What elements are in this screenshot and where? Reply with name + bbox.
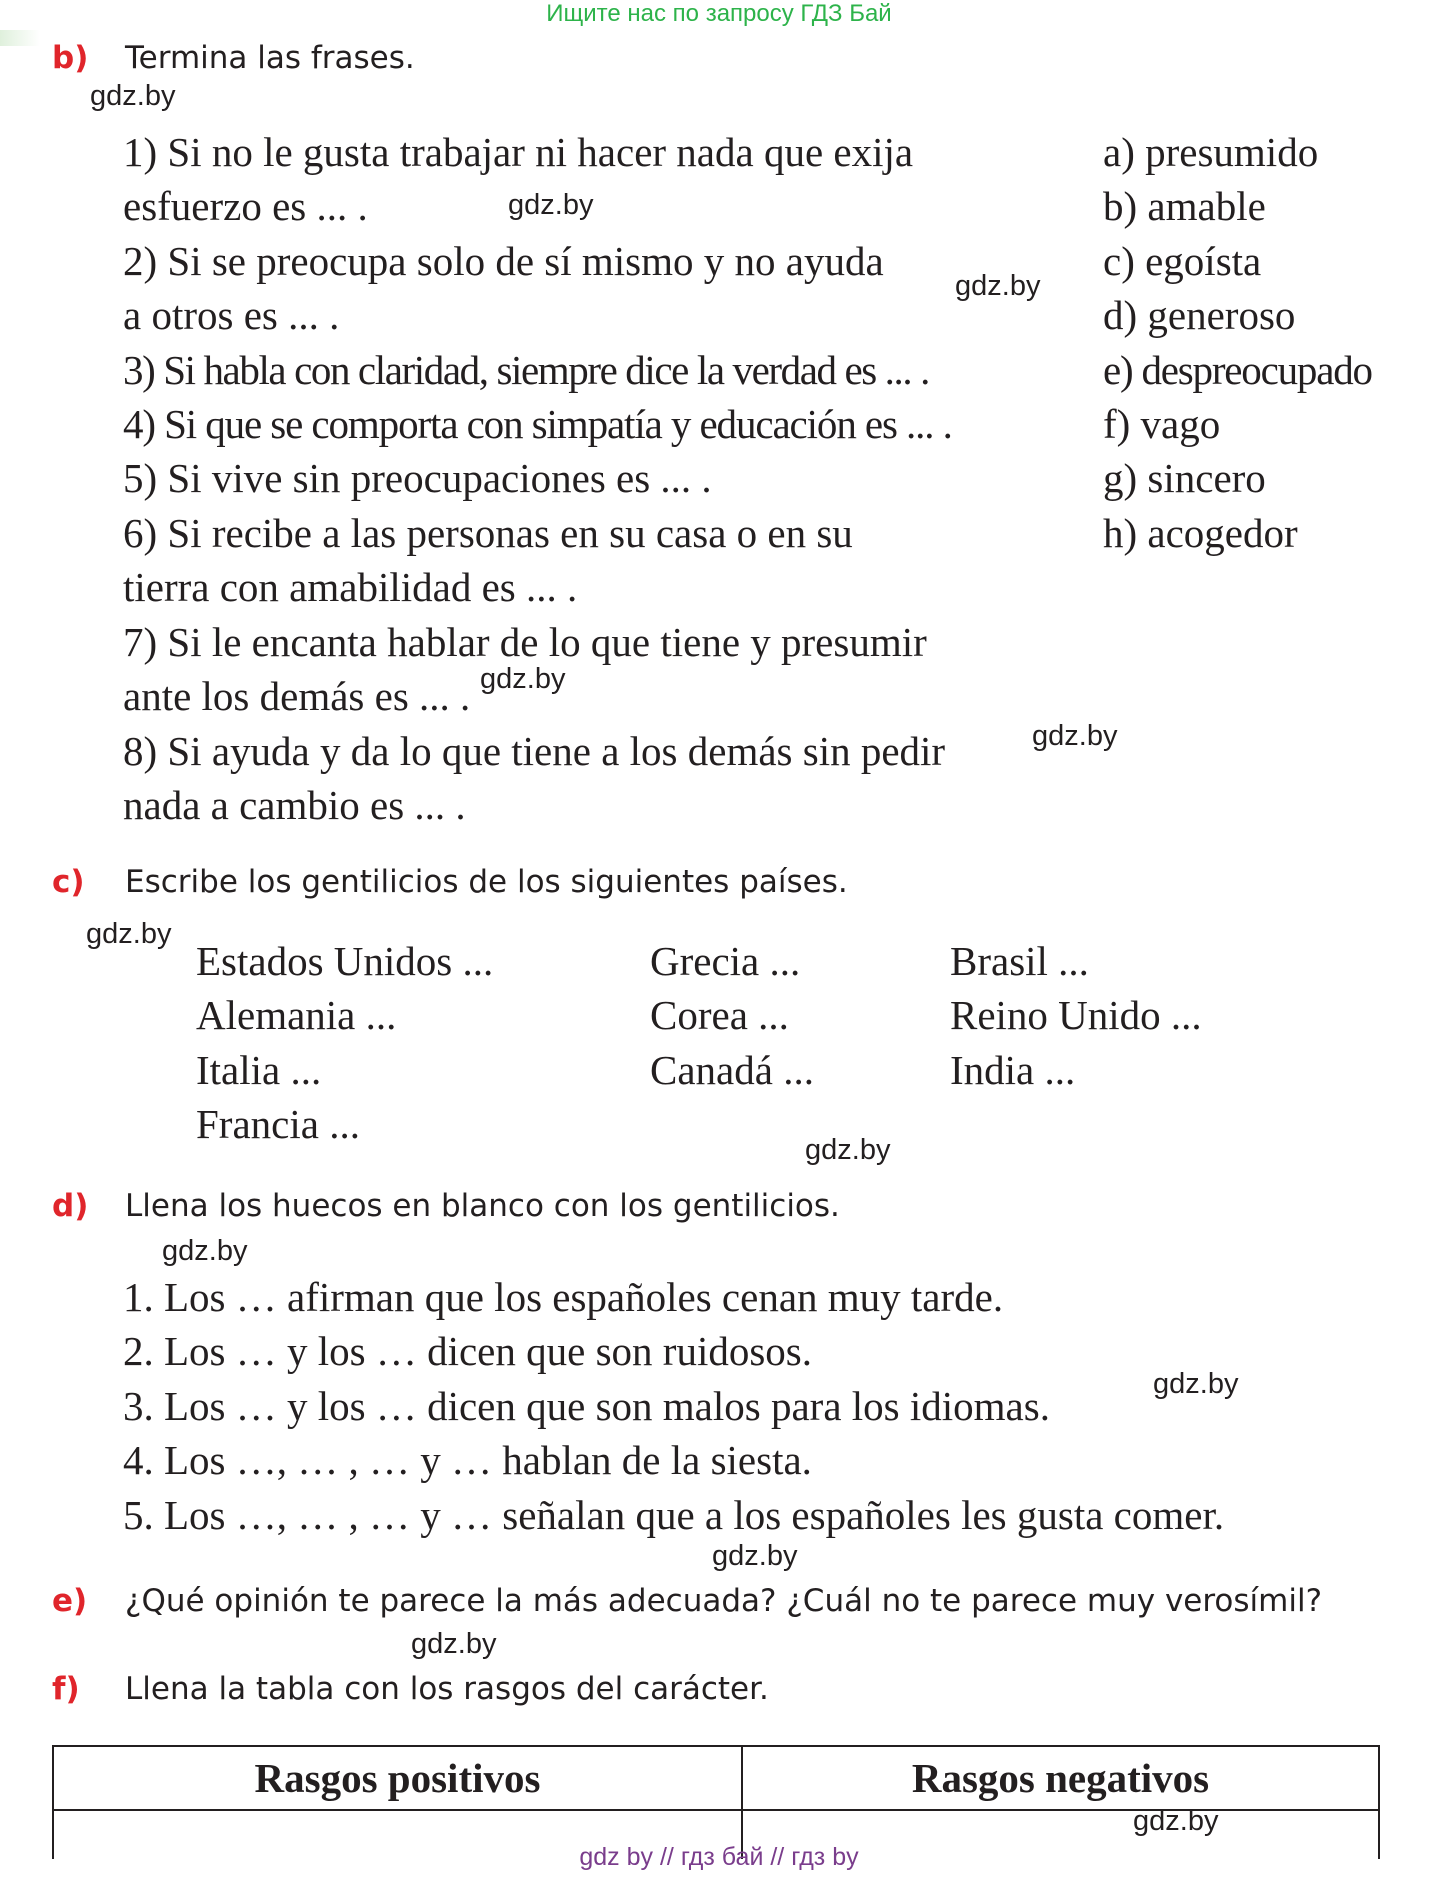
sentence-line: 7) Si le encanta hablar de lo que tiene y presumir: [123, 619, 927, 665]
watermark: gdz.by: [411, 1628, 497, 1660]
country-item: Estados Unidos ...: [196, 938, 494, 984]
watermark: gdz.by: [955, 270, 1041, 302]
watermark: gdz.by: [1153, 1368, 1239, 1400]
fill-in-item: 3. Los … y los … dicen que son malos para los idiomas.: [123, 1383, 1050, 1429]
country-item: Corea ...: [650, 992, 789, 1038]
option-item: h) acogedor: [1103, 510, 1298, 556]
section-f-letter: f): [52, 1671, 80, 1707]
bottom-banner: gdz by // гдз бай // гдз by: [579, 1843, 859, 1871]
section-b-instruction: Termina las frases.: [125, 40, 415, 76]
fill-in-item: 2. Los … y los … dicen que son ruidosos.: [123, 1328, 812, 1374]
sentence-line: a otros es ... .: [123, 292, 340, 338]
watermark: gdz.by: [1032, 720, 1118, 752]
section-f-instruction: Llena la tabla con los rasgos del carácter.: [125, 1671, 769, 1707]
watermark: gdz.by: [86, 918, 172, 950]
watermark: gdz.by: [162, 1235, 248, 1267]
watermark: gdz.by: [480, 663, 566, 695]
sentence-line: 5) Si vive sin preocupaciones es ... .: [123, 455, 712, 501]
country-item: Italia ...: [196, 1047, 322, 1093]
country-item: India ...: [950, 1047, 1076, 1093]
watermark: gdz.by: [508, 189, 594, 221]
sentence-line: 8) Si ayuda y da lo que tiene a los demás sin pedir: [123, 728, 946, 774]
watermark: gdz.by: [1133, 1805, 1219, 1837]
fill-in-item: 1. Los … afirman que los españoles cenan muy tarde.: [123, 1274, 1004, 1320]
sentence-line: nada a cambio es ... .: [123, 782, 466, 828]
option-item: b) amable: [1103, 183, 1266, 229]
sentence-line: esfuerzo es ... .: [123, 183, 368, 229]
sentence-line: 1) Si no le gusta trabajar ni hacer nada que exija: [123, 129, 914, 175]
top-banner: Ищите нас по запросу ГДЗ Бай: [546, 0, 892, 27]
option-item: g) sincero: [1103, 455, 1266, 501]
sentence-line: 3) Si habla con claridad, siempre dice la verdad es ... .: [123, 347, 929, 393]
country-item: Brasil ...: [950, 938, 1089, 984]
sentence-line: tierra con amabilidad es ... .: [123, 564, 578, 610]
section-e-letter: e): [52, 1583, 88, 1619]
header-positive-traits: Rasgos positivos: [53, 1746, 742, 1810]
option-item: f) vago: [1103, 401, 1221, 447]
option-item: d) generoso: [1103, 292, 1296, 338]
watermark: gdz.by: [805, 1134, 891, 1166]
fill-in-item: 5. Los …, … , … y … señalan que a los españoles les gusta comer.: [123, 1492, 1225, 1538]
watermark: gdz.by: [90, 80, 176, 112]
country-item: Reino Unido ...: [950, 992, 1202, 1038]
country-item: Francia ...: [196, 1101, 360, 1147]
country-item: Grecia ...: [650, 938, 801, 984]
sentence-line: ante los demás es ... .: [123, 673, 471, 719]
header-negative-traits: Rasgos negativos: [742, 1746, 1379, 1810]
corner-decoration: [0, 30, 40, 46]
section-e-instruction: ¿Qué opinión te parece la más adecuada? ¿Cuál no te parece muy verosímil?: [125, 1583, 1323, 1619]
option-item: c) egoísta: [1103, 238, 1262, 284]
fill-in-item: 4. Los …, … , … y … hablan de la siesta.: [123, 1437, 812, 1483]
sentence-line: 4) Si que se comporta con simpatía y educación es ... .: [123, 401, 952, 447]
sentence-line: 2) Si se preocupa solo de sí mismo y no ayuda: [123, 238, 884, 284]
traits-table: [52, 1745, 1380, 1859]
watermark: gdz.by: [712, 1540, 798, 1572]
section-d-instruction: Llena los huecos en blanco con los gentilicios.: [125, 1188, 840, 1224]
section-c-letter: c): [52, 864, 85, 900]
country-item: Alemania ...: [196, 992, 397, 1038]
section-c-instruction: Escribe los gentilicios de los siguientes países.: [125, 864, 848, 900]
table-header-row: [53, 1746, 1379, 1810]
option-item: a) presumido: [1103, 129, 1319, 175]
option-item: e) despreocupado: [1103, 347, 1372, 393]
section-b-letter: b): [52, 40, 89, 76]
country-item: Canadá ...: [650, 1047, 814, 1093]
section-d-letter: d): [52, 1188, 89, 1224]
sentence-line: 6) Si recibe a las personas en su casa o en su: [123, 510, 853, 556]
